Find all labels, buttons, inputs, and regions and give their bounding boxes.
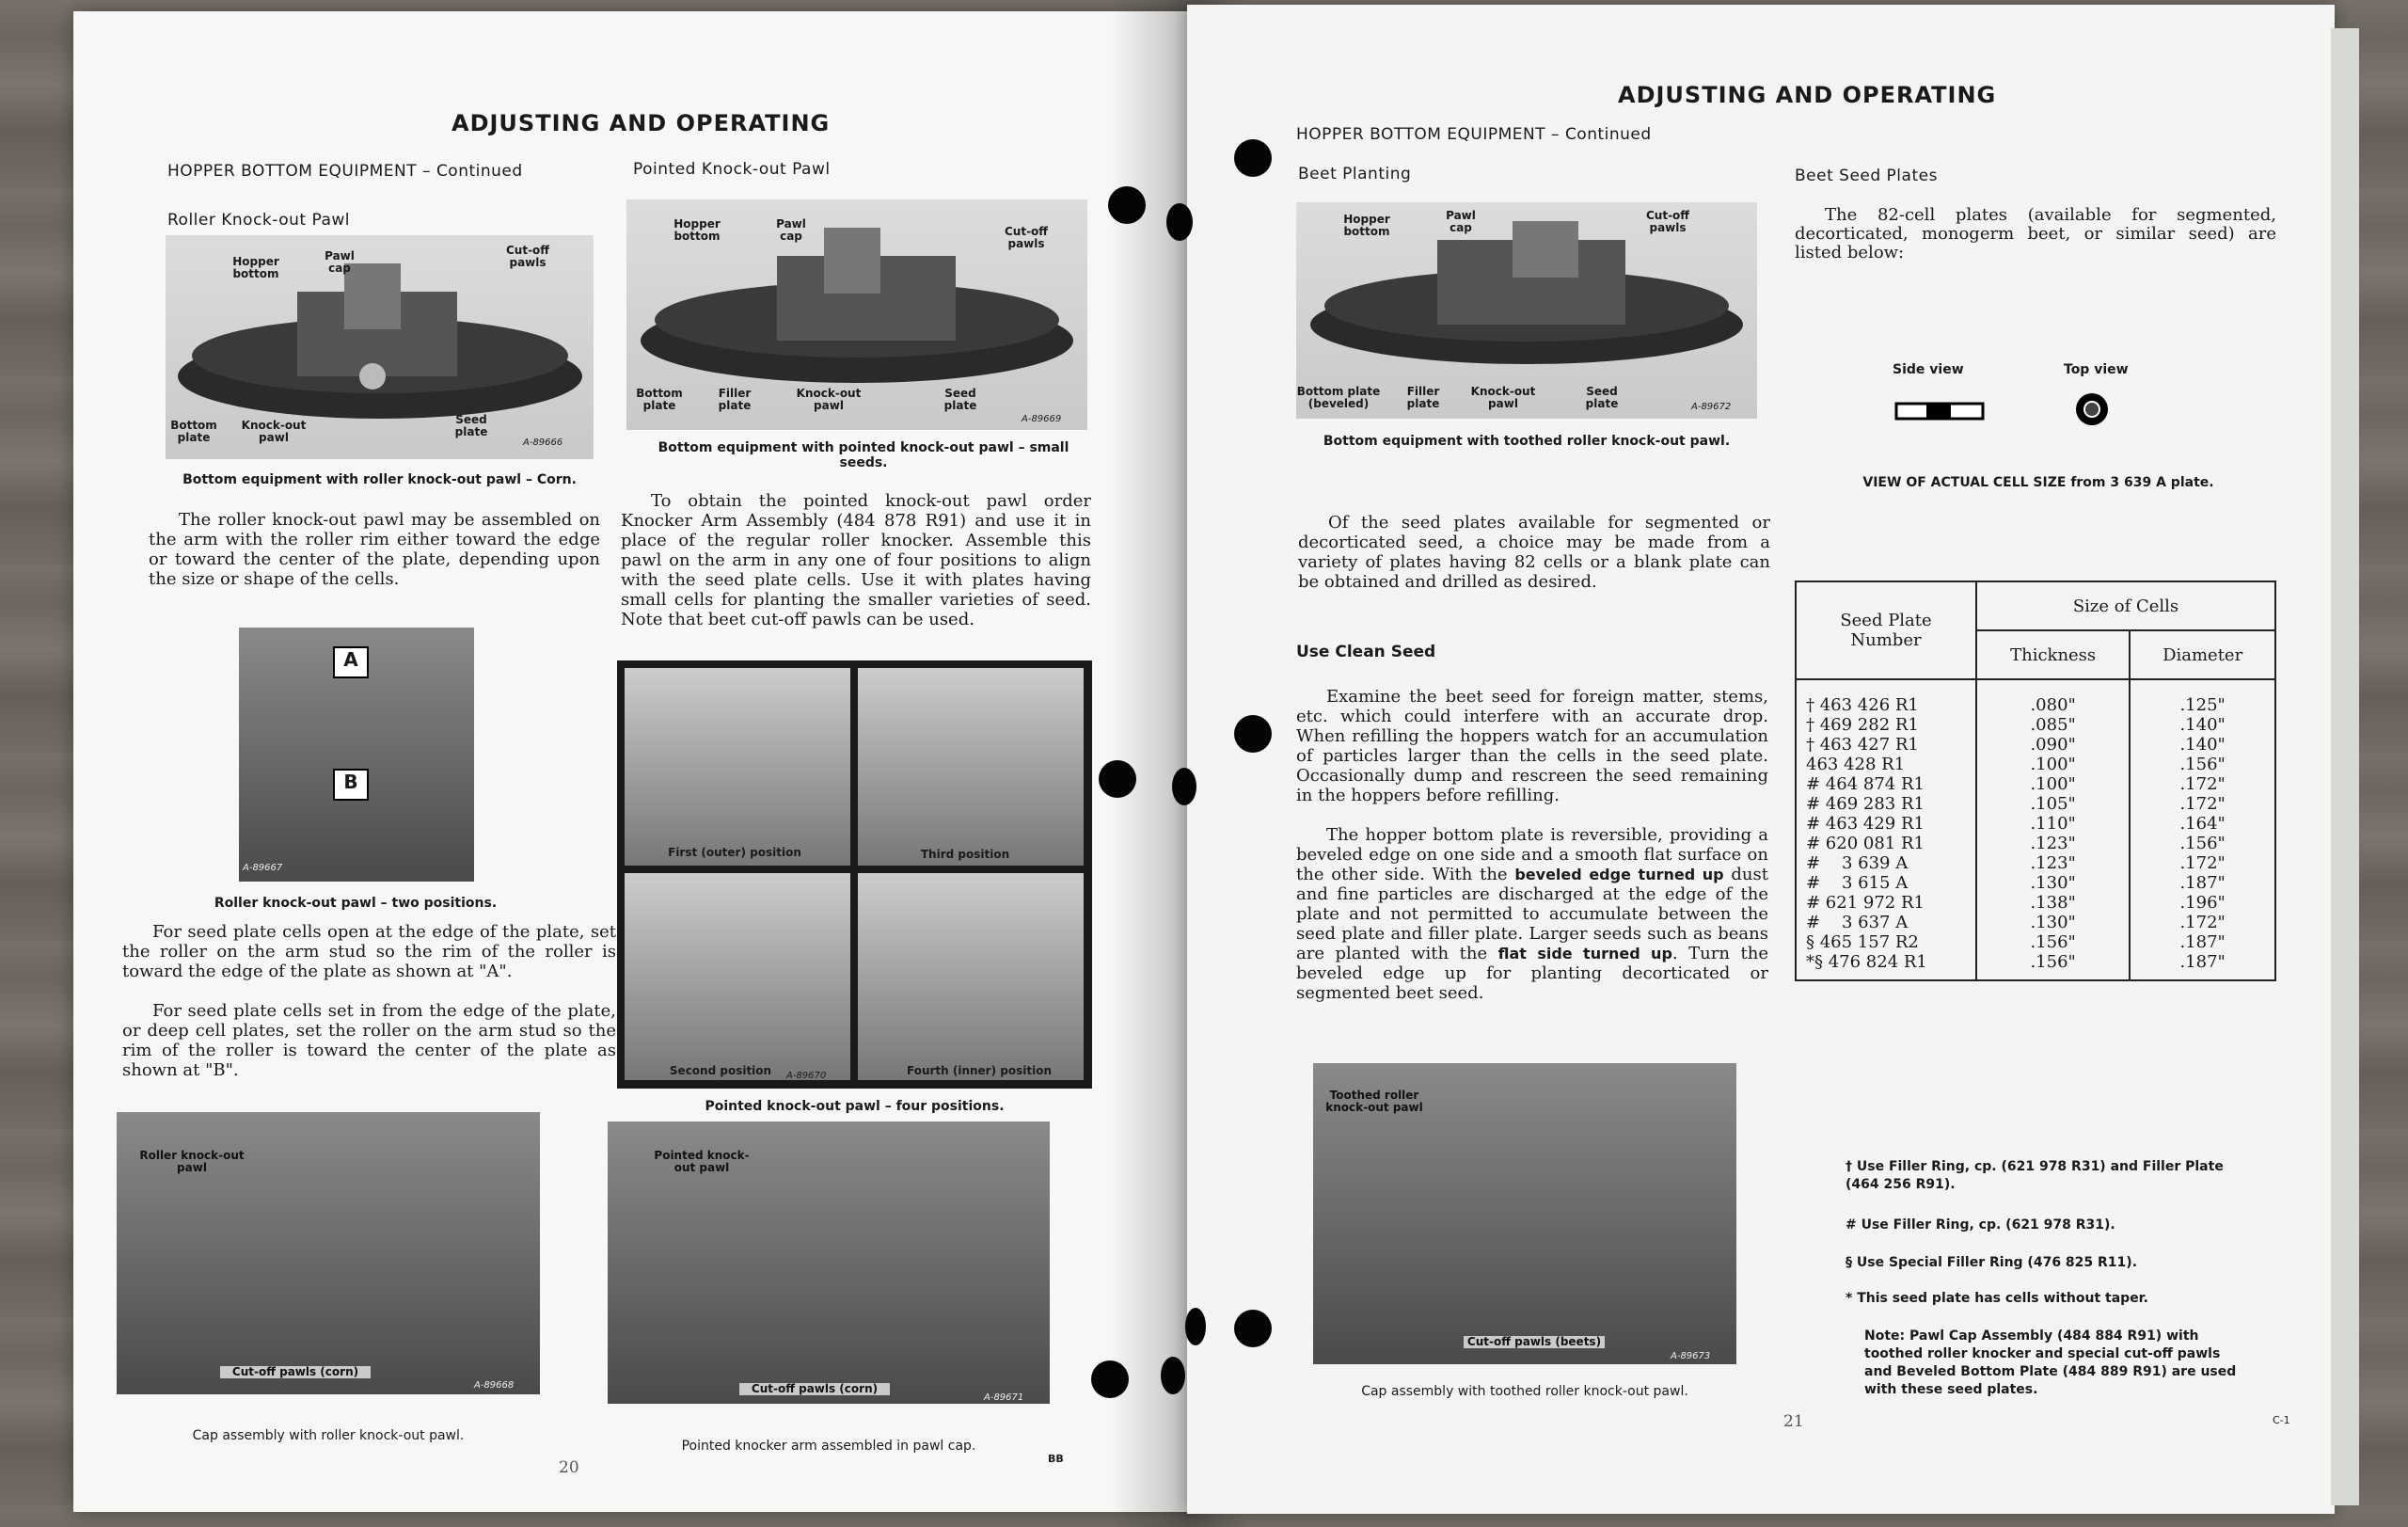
- paragraph: To obtain the pointed knock-out pawl order Knocker Arm Assembly (484 878 R91) and use it in place of the regular roller knocker. Assemble this pawl on the arm in any one of four positions to align with the seed plate cells. Use it with plates having small cells for planting the smaller varieties of seed. Note that beet cut-off pawls can be used.: [621, 491, 1091, 629]
- figure-caption: Pointed knock-out pawl – four positions.: [705, 1099, 1005, 1114]
- label-pawl-cap: Pawl cap: [325, 249, 355, 275]
- label-roller-knock-out-pawl: Roller knock-out pawl: [139, 1149, 245, 1174]
- table-cell: § 465 157 R2: [1806, 932, 1919, 952]
- table-cell: .110": [2030, 814, 2076, 834]
- page-title: ADJUSTING AND OPERATING: [1618, 82, 1997, 108]
- seed-plate-table: [1795, 581, 2276, 981]
- final-note: Note: Pawl Cap Assembly (484 884 R91) with toothed roller knocker and special cut-off pawls and Beveled Bottom Plate (484 889 R91) are used with these seed plates.: [1864, 1328, 2237, 1397]
- top-view-illustration: [2064, 390, 2120, 428]
- table-cell: # 620 081 R1: [1806, 834, 1925, 853]
- figure-caption: Cap assembly with toothed roller knock-out pawl.: [1361, 1384, 1688, 1399]
- table-cell: .187": [2179, 952, 2226, 972]
- paragraph: Examine the beet seed for foreign matter, stems, etc. which could interfere with an accurate drop. When refilling the hoppers watch for an accumulation of particles larger than the cells in the seed plate. Occasionally dump and rescreen the seed remaining in the hoppers before refilling. The hopper bottom plate is reversible, providing a beveled edge on one side and a smooth flat surface on the other side. With the beveled edge turned up dust and fine particles are discharged at the edge of the plate and not permitted to accumulate between the seed plate and filler plate. Larger seeds such as beans are planted with the flat side turned up. Turn the beveled edge up for planting decorticated or segmented beet seed.: [1296, 687, 1768, 1003]
- binding-hole: [1166, 203, 1193, 241]
- table-cell: .100": [2030, 774, 2076, 794]
- figure-caption: Pointed knocker arm assembled in pawl cap.: [681, 1439, 976, 1454]
- label-cut-off-pawls: Cut-off pawls: [505, 244, 550, 269]
- label-cut-off-pawls: Cut-off pawls (corn): [739, 1383, 890, 1395]
- figure-code: A-89667: [243, 863, 283, 873]
- page-number: 20: [559, 1458, 579, 1477]
- table-cell: .123": [2030, 853, 2076, 873]
- figure-caption: Cap assembly with roller knock-out pawl.: [192, 1428, 465, 1443]
- label-pawl-cap: Pawl cap: [776, 217, 806, 243]
- label-pawl-cap: Pawl cap: [1446, 209, 1476, 234]
- pointed-heading: Pointed Knock-out Pawl: [633, 160, 831, 179]
- label-pointed-knock-out-pawl: Pointed knock-out pawl: [654, 1149, 750, 1174]
- table-cell: # 3 639 A: [1806, 853, 1909, 873]
- figure-code: A-89668: [474, 1380, 515, 1391]
- label-bottom-plate: Bottom plate: [636, 387, 683, 412]
- two-positions-photo: [239, 628, 474, 882]
- position-panel: [625, 873, 850, 1080]
- binding-hole: [1234, 715, 1272, 753]
- label-hopper-bottom: Hopper bottom: [673, 217, 721, 243]
- left-page: [73, 11, 1202, 1512]
- binding-hole: [1185, 1308, 1206, 1345]
- page-title: ADJUSTING AND OPERATING: [452, 110, 831, 136]
- label-b: B: [333, 769, 369, 801]
- table-cell: .130": [2030, 873, 2076, 893]
- figure-caption: Bottom equipment with toothed roller knock-out pawl.: [1323, 434, 1731, 449]
- binding-hole: [1161, 1357, 1185, 1394]
- pointed-pawl-bottom-photo: [626, 199, 1087, 430]
- position-panel: [858, 668, 1084, 866]
- table-cell: .100": [2030, 755, 2076, 774]
- clean-seed-heading: Use Clean Seed: [1296, 643, 1436, 661]
- table-cell: .172": [2179, 794, 2226, 814]
- table-cell: .080": [2030, 695, 2076, 715]
- table-cell: .172": [2179, 853, 2226, 873]
- figure-code: A-89671: [984, 1392, 1024, 1403]
- footer-mark: C-1: [2273, 1414, 2290, 1426]
- table-cell: .085": [2030, 715, 2076, 735]
- cap-assembly-roller-photo: [117, 1112, 540, 1394]
- paragraph: The 82-cell plates (available for segmented, decorticated, monogerm beet, or similar seed) are listed below:: [1795, 205, 2276, 262]
- position-panel: [858, 873, 1084, 1080]
- label-cut-off-pawls-beets: Cut-off pawls (beets): [1464, 1336, 1605, 1348]
- table-cell: .123": [2030, 834, 2076, 853]
- footnote: § Use Special Filler Ring (476 825 R11).: [1846, 1255, 2138, 1270]
- paragraph: For seed plate cells open at the edge of the plate, set the roller on the arm stud so the rim of the roller is toward the edge of the plate as shown at "A". For seed plate cells set in from the edge of the plate, or deep cell plates, set the roller on the arm stud so the rim of the roller is toward the center of the plate as shown at "B".: [122, 922, 616, 1080]
- table-cell: .172": [2179, 913, 2226, 932]
- table-cell: *§ 476 824 R1: [1806, 952, 1927, 972]
- table-cell: .156": [2030, 952, 2076, 972]
- page-number: 21: [1783, 1412, 1804, 1431]
- label-toothed-roller-pawl: Toothed roller knock-out pawl: [1325, 1089, 1423, 1114]
- table-cell: .130": [2030, 913, 2076, 932]
- label-knock-out-pawl: Knock-out pawl: [796, 387, 862, 412]
- roller-heading: Roller Knock-out Pawl: [167, 211, 350, 230]
- top-view-label: Top view: [2064, 362, 2129, 377]
- figure-code: A-89669: [1022, 414, 1062, 424]
- table-cell: .125": [2179, 695, 2226, 715]
- label-seed-plate: Seed plate: [1585, 385, 1619, 410]
- figure-code: A-89670: [786, 1071, 827, 1081]
- plates-heading: Beet Seed Plates: [1795, 167, 1938, 185]
- section-heading: HOPPER BOTTOM EQUIPMENT – Continued: [1296, 125, 1652, 144]
- four-positions-photo: [617, 660, 1092, 1089]
- label-knock-out-pawl: Knock-out pawl: [1470, 385, 1536, 410]
- table-cell: .187": [2179, 873, 2226, 893]
- table-cell: † 463 427 R1: [1806, 735, 1919, 755]
- roller-pawl-bottom-photo: [166, 235, 594, 459]
- figure-code: A-89666: [523, 437, 563, 448]
- label-filler-plate: Filler plate: [718, 387, 752, 412]
- col-header-thickness: Thickness: [1976, 630, 2130, 679]
- thickness-column: [1976, 679, 2130, 980]
- label-cut-off-pawls: Cut-off pawls: [1004, 225, 1049, 250]
- col-header-size-of-cells: Size of Cells: [1976, 581, 2275, 630]
- label-cut-off-pawls: Cut-off pawls: [1645, 209, 1690, 234]
- label-seed-plate: Seed plate: [454, 413, 488, 438]
- section-heading: HOPPER BOTTOM EQUIPMENT – Continued: [167, 162, 523, 181]
- side-view-label: Side view: [1893, 362, 1964, 377]
- col-header-seed-plate: Seed Plate Number: [1796, 581, 1976, 679]
- table-cell: # 469 283 R1: [1806, 794, 1925, 814]
- paragraph: The roller knock-out pawl may be assembled on the arm with the roller rim either toward the edge or toward the center of the plate, depending upon the size or shape of the cells.: [149, 510, 600, 589]
- paragraph: Of the seed plates available for segmented or decorticated seed, a choice may be made from a variety of plates having 82 cells or a blank plate can be obtained and drilled as desired.: [1298, 513, 1770, 592]
- table-cell: .156": [2030, 932, 2076, 952]
- pointed-knocker-photo: [608, 1121, 1050, 1404]
- figure-caption: Bottom equipment with pointed knock-out pawl – small seeds.: [657, 440, 1069, 470]
- label-bottom-plate-beveled: Bottom plate (beveled): [1296, 385, 1381, 410]
- table-cell: .172": [2179, 774, 2226, 794]
- label-fourth-position: Fourth (inner) position: [906, 1064, 1052, 1077]
- label-first-position: First (outer) position: [668, 846, 801, 859]
- label-cut-off-pawls: Cut-off pawls (corn): [220, 1366, 371, 1378]
- page-edge: [2331, 28, 2359, 1505]
- table-cell: .187": [2179, 932, 2226, 952]
- table-cell: # 464 874 R1: [1806, 774, 1925, 794]
- cap-assembly-toothed-photo: [1313, 1063, 1736, 1364]
- right-page: [1187, 5, 2335, 1514]
- table-cell: .196": [2179, 893, 2226, 913]
- table-cell: .156": [2179, 755, 2226, 774]
- table-cell: .164": [2179, 814, 2226, 834]
- table-cell: # 621 972 R1: [1806, 893, 1925, 913]
- table-cell: .090": [2030, 735, 2076, 755]
- diameter-column: [2130, 679, 2275, 980]
- binding-hole: [1099, 760, 1136, 798]
- binding-hole: [1108, 186, 1146, 224]
- cell-size-caption: VIEW OF ACTUAL CELL SIZE from 3 639 A plate.: [1862, 475, 2214, 490]
- plate-number-column: [1796, 679, 1976, 980]
- footnote: * This seed plate has cells without taper.: [1846, 1291, 2148, 1306]
- table-cell: # 463 429 R1: [1806, 814, 1925, 834]
- binding-hole: [1172, 768, 1196, 805]
- label-knock-out-pawl: Knock-out pawl: [241, 419, 307, 444]
- label-bottom-plate: Bottom plate: [170, 419, 217, 444]
- footnote: † Use Filler Ring, cp. (621 978 R31) and Filler Plate (464 256 R91).: [1846, 1159, 2224, 1192]
- table-cell: # 3 615 A: [1806, 873, 1909, 893]
- figure-code: A-89672: [1691, 402, 1732, 412]
- binding-hole: [1234, 1310, 1272, 1347]
- table-cell: .105": [2030, 794, 2076, 814]
- figure-caption: Bottom equipment with roller knock-out pawl – Corn.: [182, 472, 577, 487]
- footnote: # Use Filler Ring, cp. (621 978 R31).: [1846, 1217, 2115, 1233]
- label-hopper-bottom: Hopper bottom: [1343, 213, 1390, 238]
- col-header-diameter: Diameter: [2130, 630, 2275, 679]
- table-cell: 463 428 R1: [1806, 755, 1906, 774]
- table-cell: .140": [2179, 735, 2226, 755]
- position-panel: [625, 668, 850, 866]
- label-a: A: [333, 646, 369, 678]
- toothed-pawl-bottom-photo: [1296, 202, 1757, 419]
- table-cell: † 469 282 R1: [1806, 715, 1919, 735]
- binding-hole: [1234, 139, 1272, 177]
- figure-caption: Roller knock-out pawl – two positions.: [214, 896, 498, 911]
- table-cell: .156": [2179, 834, 2226, 853]
- footer-mark: BB: [1048, 1453, 1064, 1465]
- label-third-position: Third position: [920, 848, 1010, 861]
- figure-code: A-89673: [1671, 1351, 1711, 1361]
- table-cell: .140": [2179, 715, 2226, 735]
- beet-heading: Beet Planting: [1298, 165, 1412, 183]
- label-hopper-bottom: Hopper bottom: [232, 255, 279, 280]
- label-filler-plate: Filler plate: [1406, 385, 1440, 410]
- side-view-illustration: [1894, 398, 1988, 424]
- label-seed-plate: Seed plate: [943, 387, 977, 412]
- binding-hole: [1091, 1360, 1129, 1398]
- table-cell: .138": [2030, 893, 2076, 913]
- table-cell: † 463 426 R1: [1806, 695, 1919, 715]
- table-cell: # 3 637 A: [1806, 913, 1909, 932]
- label-second-position: Second position: [669, 1064, 772, 1077]
